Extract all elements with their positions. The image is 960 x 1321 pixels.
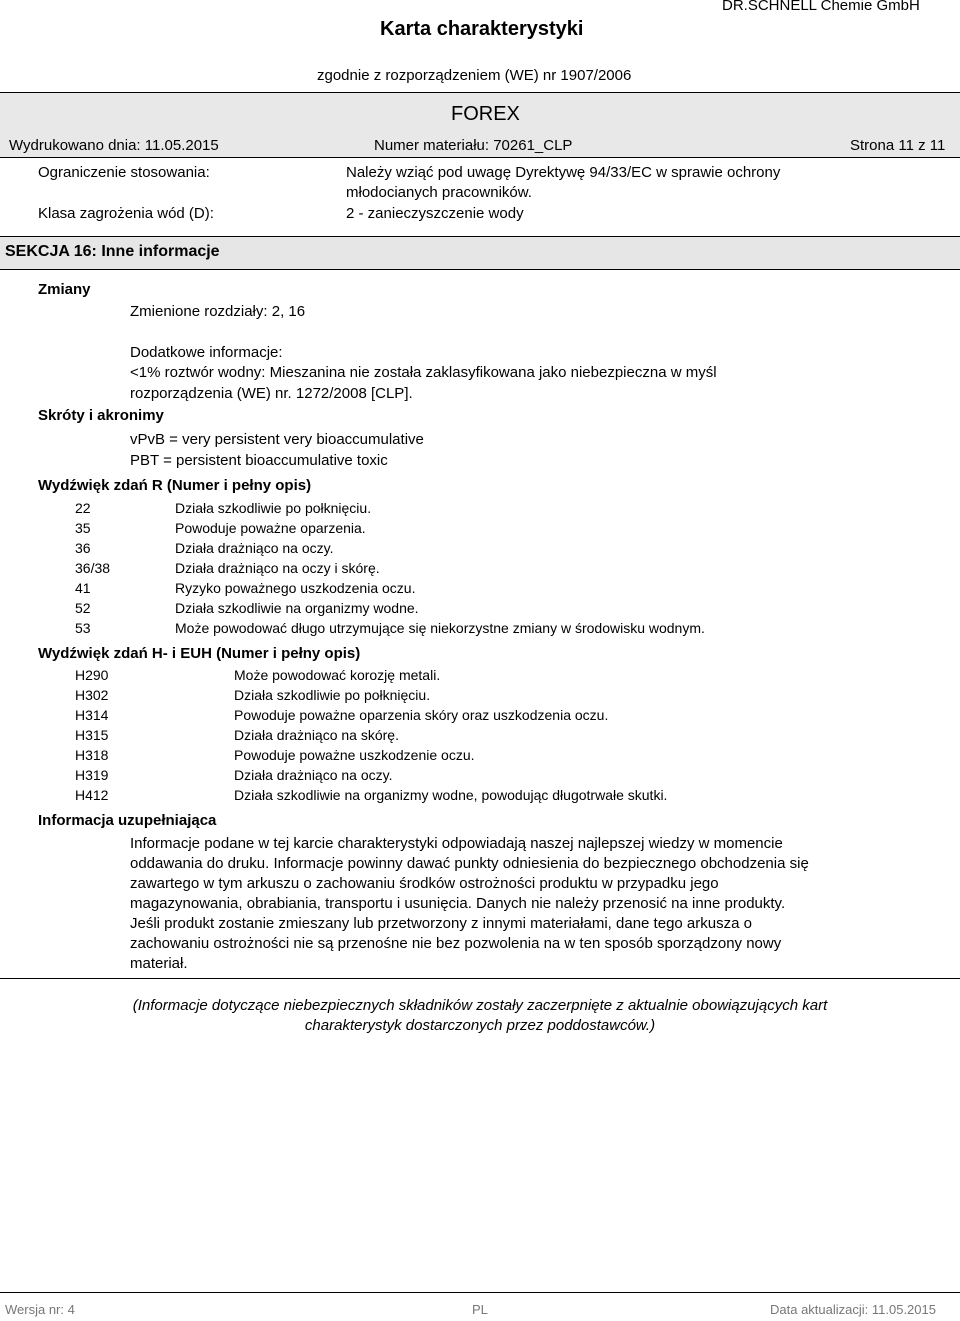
r-text: Może powodować długo utrzymujące się niekorzystne zmiany w środowisku wodnym. bbox=[175, 620, 705, 636]
h-text: Powoduje poważne uszkodzenie oczu. bbox=[234, 747, 475, 763]
r-phrases-title: Wydźwięk zdań R (Numer i pełny opis) bbox=[38, 477, 312, 494]
h-code: H319 bbox=[75, 767, 109, 783]
h-code: H302 bbox=[75, 687, 109, 703]
company-name: DR.SCHNELL Chemie GmbH bbox=[722, 0, 920, 14]
h-code: H318 bbox=[75, 747, 109, 763]
abbreviation-item: PBT = persistent bioaccumulative toxic bbox=[130, 452, 388, 469]
page-number: Strona 11 z 11 bbox=[850, 137, 946, 154]
supplementary-line: magazynowania, obrabiania, transportu i usunięcia. Danych nie należy przenosić na inne produkty. bbox=[130, 895, 786, 912]
r-code: 36/38 bbox=[75, 560, 111, 576]
r-code: 41 bbox=[75, 580, 91, 596]
h-text: Może powodować korozję metali. bbox=[234, 667, 441, 683]
source-note-line2: charakterystyk dostarczonych przez poddostawców.) bbox=[304, 1017, 656, 1034]
header-bottom-rule bbox=[0, 157, 960, 158]
r-text: Ryzyko poważnego uszkodzenia oczu. bbox=[175, 580, 416, 596]
h-text: Działa szkodliwie po połknięciu. bbox=[234, 687, 431, 703]
h-code: H314 bbox=[75, 707, 109, 723]
regulation-text: zgodnie z rozporządzeniem (WE) nr 1907/2006 bbox=[317, 67, 632, 84]
supplementary-label: Informacja uzupełniająca bbox=[38, 812, 217, 829]
footer-rule bbox=[0, 1292, 960, 1293]
language-code: PL bbox=[472, 1302, 488, 1317]
version-number: Wersja nr: 4 bbox=[5, 1302, 75, 1317]
abbreviations-label: Skróty i akronimy bbox=[38, 407, 164, 424]
additional-info-label: Dodatkowe informacje: bbox=[130, 344, 283, 361]
h-text: Działa drażniąco na oczy. bbox=[234, 767, 393, 783]
supplementary-line: zachowaniu ostrożności nie są przenośne nie bez pozwolenia na w ten sposób sporządzony nowy bbox=[130, 935, 782, 952]
restriction-label: Ograniczenie stosowania: bbox=[38, 164, 210, 181]
additional-info-line1: <1% roztwór wodny: Mieszanina nie została zaklasyfikowana jako niebezpieczna w myśl bbox=[130, 364, 717, 381]
supplementary-line: zawartego w tym arkuszu o zachowaniu środków ostrożności produktu w przypadku jego bbox=[130, 875, 719, 892]
update-date: Data aktualizacji: 11.05.2015 bbox=[770, 1302, 936, 1317]
document-title: Karta charakterystyki bbox=[380, 18, 584, 40]
changed-chapters: Zmienione rozdziały: 2, 16 bbox=[130, 303, 306, 320]
r-text: Działa drażniąco na oczy. bbox=[175, 540, 334, 556]
section-title: SEKCJA 16: Inne informacje bbox=[5, 243, 220, 260]
h-code: H315 bbox=[75, 727, 109, 743]
abbreviation-item: vPvB = very persistent very bioaccumulative bbox=[130, 431, 424, 448]
h-code: H412 bbox=[75, 787, 109, 803]
restriction-value-line1: Należy wziąć pod uwagę Dyrektywę 94/33/EC w sprawie ochrony bbox=[346, 164, 781, 181]
r-text: Działa szkodliwie na organizmy wodne. bbox=[175, 600, 419, 616]
r-code: 35 bbox=[75, 520, 91, 536]
source-note-line1: (Informacje dotyczące niebezpiecznych składników zostały zaczerpnięte z aktualnie obowiązujących kart bbox=[132, 997, 828, 1014]
supplementary-line: Informacje podane w tej karcie charakterystyki odpowiadają naszej najlepszej wiedzy w momencie bbox=[130, 835, 783, 852]
h-text: Powoduje poważne oparzenia skóry oraz uszkodzenia oczu. bbox=[234, 707, 609, 723]
water-hazard-value: 2 - zanieczyszczenie wody bbox=[346, 205, 524, 222]
r-code: 53 bbox=[75, 620, 91, 636]
product-name: FOREX bbox=[451, 103, 520, 125]
r-code: 52 bbox=[75, 600, 91, 616]
supplementary-line: oddawania do druku. Informacje powinny dawać punkty odniesienia do bezpiecznego obchodzenia się bbox=[130, 855, 809, 872]
supplementary-line: Jeśli produkt zostanie zmieszany lub przetworzony z innymi materiałami, dane tego arkusza o bbox=[130, 915, 752, 932]
h-code: H290 bbox=[75, 667, 109, 683]
printed-date: Wydrukowano dnia: 11.05.2015 bbox=[9, 137, 219, 154]
section-end-rule bbox=[0, 978, 960, 979]
r-code: 22 bbox=[75, 500, 91, 516]
section-header-bar bbox=[0, 236, 960, 270]
supplementary-line: materiał. bbox=[130, 955, 188, 972]
r-text: Powoduje poważne oparzenia. bbox=[175, 520, 366, 536]
r-text: Działa szkodliwie po połknięciu. bbox=[175, 500, 372, 516]
additional-info-line2: rozporządzenia (WE) nr. 1272/2008 [CLP]. bbox=[130, 385, 413, 402]
h-phrases-title: Wydźwięk zdań H- i EUH (Numer i pełny opis) bbox=[38, 645, 361, 662]
material-number: Numer materiału: 70261_CLP bbox=[374, 137, 573, 154]
restriction-value-line2: młodocianych pracowników. bbox=[346, 184, 532, 201]
r-text: Działa drażniąco na oczy i skórę. bbox=[175, 560, 380, 576]
h-text: Działa szkodliwie na organizmy wodne, powodując długotrwałe skutki. bbox=[234, 787, 668, 803]
r-code: 36 bbox=[75, 540, 91, 556]
h-text: Działa drażniąco na skórę. bbox=[234, 727, 399, 743]
changes-label: Zmiany bbox=[38, 281, 91, 298]
water-hazard-label: Klasa zagrożenia wód (D): bbox=[38, 205, 214, 222]
